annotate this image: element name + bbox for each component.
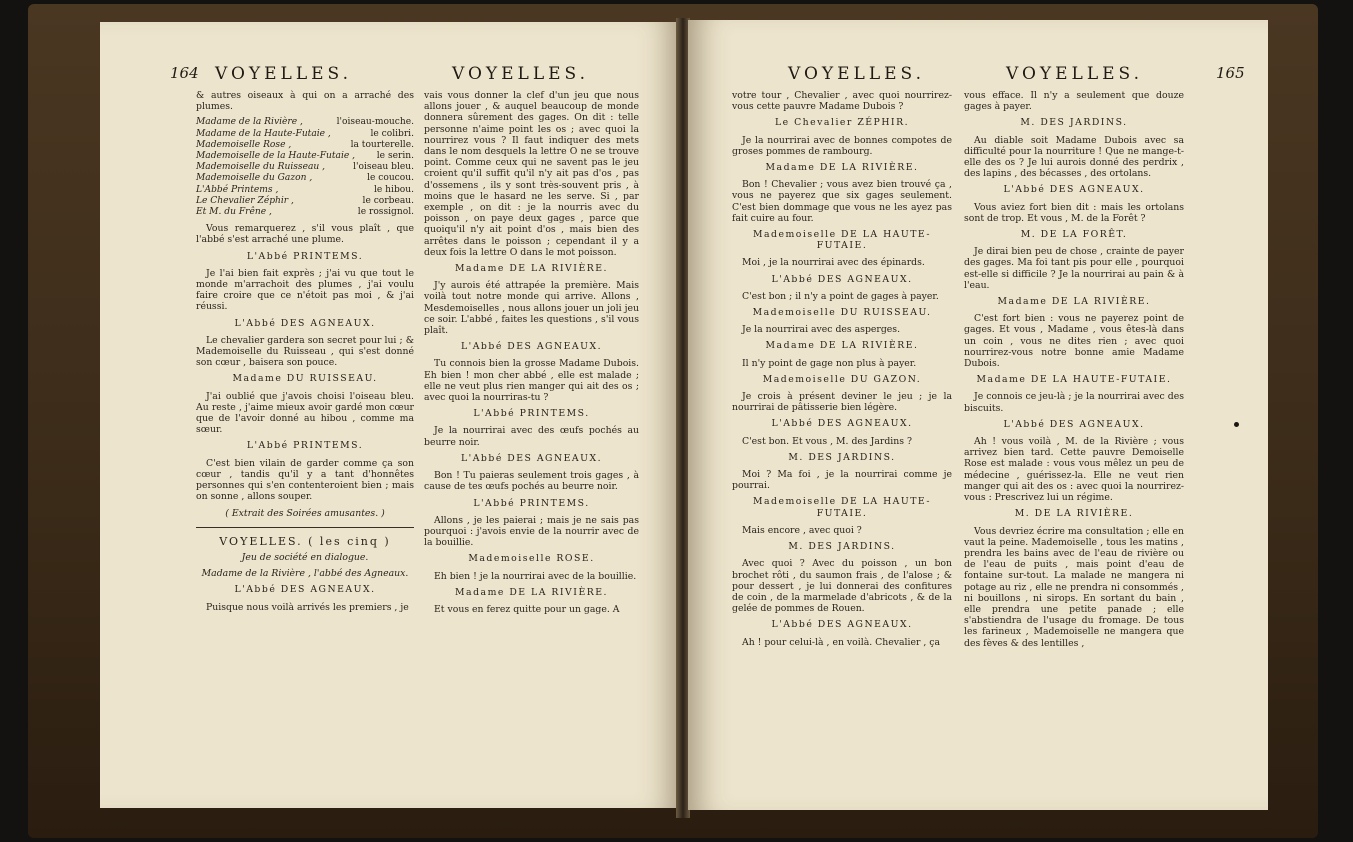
paragraph: Vous remarquerez , s'il vous plaît , que l'abbé s'est arraché une plume. bbox=[196, 223, 414, 246]
paragraph: Je la nourrirai avec de bonnes compotes de groses pommes de rambourg. bbox=[732, 134, 952, 157]
paragraph: Bon ! Tu paieras seulement trois gages , à cause de tes œufs pochés au beurre noir. bbox=[424, 470, 639, 493]
paragraph: Moi , je la nourrirai avec des épinards. bbox=[742, 257, 925, 269]
paragraph: Je la nourrirai avec des asperges. bbox=[742, 324, 901, 336]
paragraph: Mais encore , avec quoi ? bbox=[742, 524, 862, 536]
right-page bbox=[688, 20, 1268, 810]
speaker: L'Abbé PRINTEMS. bbox=[246, 250, 364, 262]
speaker: Mademoiselle DE LA HAUTE-FUTAIE. bbox=[752, 229, 932, 252]
section-cast: Madame de la Rivière , l'abbé des Agneaux. bbox=[201, 568, 409, 580]
running-head-left-col: VOYELLES. bbox=[788, 64, 925, 84]
speaker: L'Abbé DES AGNEAUX. bbox=[771, 619, 913, 631]
speaker: M. DES JARDINS. bbox=[788, 451, 896, 463]
paragraph: vais vous donner la clef d'un jeu que nous allons jouer , & auquel beaucoup de monde donnera sûrement des gages. On dit : telle personne n'aime point les os ; avec quoi la nourrirez vous ? Il faut indiquer des mets dans le nom desquels la lettre O ne se trouve point. Comme ceux qui ne savent pas le jeu croient qu'il suffit qu'il n'y ait pas d'os , pas d'ossemens , ils y sont très-souvent pris , à moins que le hasard ne les serve. Si , par exemple , on dit : je la nourris avec du poisson , on paye deux gages , parce que quoiqu'il n'y ait point d'os , mais bien des arrêtes dans le poisson ; cependant il y a deux fois la lettre O dans le mot poisson. bbox=[424, 90, 639, 258]
paragraph: C'est fort bien : vous ne payerez point de gages. Et vous , Madame , vous êtes-là dans un coin , vous ne dites rien ; avec quoi nourrirez-vous notre bonne amie Madame Dubois. bbox=[964, 313, 1184, 370]
speaker: L'Abbé DES AGNEAUX. bbox=[234, 584, 376, 596]
speaker: L'Abbé DES AGNEAUX. bbox=[460, 452, 603, 464]
paragraph: Il n'y point de gage non plus à payer. bbox=[742, 357, 917, 369]
speaker: M. DES JARDINS. bbox=[788, 541, 896, 553]
paragraph: Au diable soit Madame Dubois avec sa difficulté pour la nourriture ! Que ne mange-t-elle des os ? Je lui aurois donné des perdrix , des lapins , des bécasses , des ortolans. bbox=[964, 134, 1184, 180]
paragraph: & autres oiseaux à qui on a arraché des plumes. bbox=[196, 90, 414, 113]
speaker: M. DE LA FORÊT. bbox=[1020, 229, 1128, 241]
paragraph: Moi ? Ma foi , je la nourrirai comme je pourrai. bbox=[732, 469, 952, 492]
paragraph: Je crois à présent deviner le jeu ; je la nourrirai de pâtisserie bien légère. bbox=[732, 391, 952, 414]
paragraph: Vous aviez fort bien dit : mais les ortolans sont de trop. Et vous , M. de la Forêt ? bbox=[964, 201, 1184, 224]
paragraph: J'y aurois été attrapée la première. Mais voilà tout notre monde qui arrive. Allons , Mesdemoiselles , nous allons jouer un joli jeu ce soir. L'abbé , faites les questions , s'il vous plaît. bbox=[424, 280, 639, 337]
paragraph: Je l'ai bien fait exprès ; j'ai vu que tout le monde m'arrachoit des plumes , j'ai voulu faire croire que ce n'étoit pas moi , & j'ai réussi. bbox=[196, 267, 414, 313]
left-page-column-2 bbox=[424, 90, 639, 620]
speaker: Mademoiselle DU GAZON. bbox=[762, 373, 922, 385]
paragraph: Je dirai bien peu de chose , crainte de payer des gages. Ma foi tant pis pour elle , pourquoi est-elle si difficile ? Je la nourrirai au pain & à l'eau. bbox=[964, 246, 1184, 291]
paragraph: Et vous en ferez quitte pour un gage. A bbox=[434, 603, 620, 615]
left-page bbox=[100, 22, 680, 808]
speaker: Madame DE LA HAUTE-FUTAIE. bbox=[976, 374, 1172, 386]
paragraph: Vous devriez écrire ma consultation ; elle en vaut la peine. Mademoiselle , tous les matins , prendra les bains avec de l'eau de rivière ou de l'eau de puits , mais point d'eau de fontaine sur-tout. La malade ne mangera ni potage au riz , elle ne prendra ni consommés , ni bouillons , ni sirops. En sortant du bain , elle prendra une petite panade ; elle s'abstiendra de l'usage du fromage. De tous les farineux , Mademoiselle ne mangera que des fèves & des lentilles , bbox=[964, 525, 1184, 649]
cast-row: Mademoiselle Rose , la tourterelle. bbox=[196, 139, 414, 150]
ink-spot bbox=[1234, 422, 1239, 427]
speaker: L'Abbé PRINTEMS. bbox=[246, 440, 364, 452]
cast-row: Mademoiselle du Ruisseau , l'oiseau bleu. bbox=[196, 162, 414, 173]
paragraph: Eh bien ! je la nourrirai avec de la bouillie. bbox=[434, 570, 637, 582]
speaker: Mademoiselle DU RUISSEAU. bbox=[752, 307, 932, 319]
speaker: L'Abbé DES AGNEAUX. bbox=[771, 273, 913, 285]
cast-row: Mademoiselle de la Haute-Futaie , le serin. bbox=[196, 151, 414, 162]
source-citation: ( Extrait des Soirées amusantes. ) bbox=[225, 507, 385, 519]
speaker: Madame DE LA RIVIÈRE. bbox=[997, 296, 1151, 308]
speaker: Mademoiselle ROSE. bbox=[468, 553, 595, 565]
paragraph: Allons , je les paierai ; mais je ne sais pas pourquoi : j'avois envie de la nourrir avec de la bouillie. bbox=[424, 514, 639, 549]
section-divider bbox=[196, 527, 414, 528]
paragraph: Ah ! pour celui-là , en voilà. Chevalier , ça bbox=[742, 636, 941, 648]
paragraph: C'est bien vilain de garder comme ça son cœur , tandis qu'il y a tant d'honnêtes personnes qui s'en contenteroient bien ; mais on sonne , allons souper. bbox=[196, 457, 414, 503]
paragraph: Ah ! vous voilà , M. de la Rivière ; vous arrivez bien tard. Cette pauvre Demoiselle Rose est malade : vous vous mêlez un peu de médecine , guérissez-la. Elle ne veut rien manger qui ait des os : avec quoi la nourrirez-vous : Prescrivez lui un régime. bbox=[964, 436, 1184, 504]
section-title: VOYELLES. ( les cinq ) bbox=[219, 534, 391, 548]
page-number-left: 164 bbox=[170, 64, 199, 82]
paragraph: vous efface. Il n'y a seulement que douze gages à payer. bbox=[964, 90, 1184, 113]
speaker: L'Abbé DES AGNEAUX. bbox=[1003, 418, 1145, 430]
cast-row: Et M. du Frêne , le rossignol. bbox=[196, 207, 414, 218]
speaker: M. DE LA RIVIÈRE. bbox=[1014, 508, 1134, 520]
speaker: L'Abbé PRINTEMS. bbox=[473, 408, 590, 420]
speaker: L'Abbé PRINTEMS. bbox=[473, 497, 590, 509]
paragraph: Je connois ce jeu-là ; je la nourrirai avec des biscuits. bbox=[964, 391, 1184, 414]
paragraph: C'est bon ; il n'y a point de gages à payer. bbox=[742, 290, 939, 302]
running-head-right-col: VOYELLES. bbox=[452, 64, 589, 84]
paragraph: Tu connois bien la grosse Madame Dubois. Eh bien ! mon cher abbé , elle est malade ; elle ne veut plus rien manger qui ait des os ; avec quoi la nourriras-tu ? bbox=[424, 358, 639, 404]
speaker: L'Abbé DES AGNEAUX. bbox=[460, 341, 603, 353]
cast-row: Mademoiselle du Gazon , le coucou. bbox=[196, 173, 414, 184]
speaker: L'Abbé DES AGNEAUX. bbox=[771, 418, 913, 430]
speaker: Madame DU RUISSEAU. bbox=[232, 373, 378, 385]
paragraph: C'est bon. Et vous , M. des Jardins ? bbox=[742, 435, 912, 447]
cast-row: Le Chevalier Zéphir , le corbeau. bbox=[196, 195, 414, 206]
cast-row: Madame de la Haute-Futaie , le colibri. bbox=[196, 128, 414, 139]
right-page-column-2 bbox=[964, 90, 1184, 654]
speaker: Le Chevalier ZÉPHIR. bbox=[774, 117, 910, 129]
running-head-right-col: VOYELLES. bbox=[1006, 64, 1143, 84]
paragraph: Je la nourrirai avec des œufs pochés au beurre noir. bbox=[424, 425, 639, 448]
section-subtitle: Jeu de société en dialogue. bbox=[241, 551, 369, 563]
paragraph: votre tour , Chevalier , avec quoi nourrirez-vous cette pauvre Madame Dubois ? bbox=[732, 90, 952, 113]
cast-row: L'Abbé Printems , le hibou. bbox=[196, 184, 414, 195]
cast-list bbox=[196, 117, 414, 218]
paragraph: J'ai oublié que j'avois choisi l'oiseau bleu. Au reste , j'aime mieux avoir gardé mon cœur que de l'avoir donné au hibou , comme ma sœur. bbox=[196, 390, 414, 436]
right-page-column-1 bbox=[732, 90, 952, 653]
speaker: M. DES JARDINS. bbox=[1020, 117, 1128, 129]
paragraph: Bon ! Chevalier ; vous avez bien trouvé ça , vous ne payerez que six gages seulement. C'est bien dommage que vous ne les ayez pas fait cuire au four. bbox=[732, 179, 952, 224]
speaker: Madame DE LA RIVIÈRE. bbox=[455, 263, 608, 275]
left-page-column-1 bbox=[196, 90, 414, 618]
speaker: L'Abbé DES AGNEAUX. bbox=[1003, 184, 1145, 196]
paragraph: Puisque nous voilà arrivés les premiers , je bbox=[206, 601, 409, 613]
paragraph: Le chevalier gardera son secret pour lui ; & Mademoiselle du Ruisseau , qui s'est donné son cœur , baisera son pouce. bbox=[196, 334, 414, 369]
cast-row: Madame de la Rivière , l'oiseau-mouche. bbox=[196, 117, 414, 128]
paragraph: Avec quoi ? Avec du poisson , un bon brochet rôti , du saumon frais , de l'alose ; & pour dessert , je lui donnerai des confitures de coin , de la marmelade d'abricots , & de la gelée de pommes de Rouen. bbox=[732, 558, 952, 615]
running-head-left-col: VOYELLES. bbox=[215, 64, 352, 84]
speaker: Madame DE LA RIVIÈRE. bbox=[455, 586, 608, 598]
speaker: Mademoiselle DE LA HAUTE-FUTAIE. bbox=[752, 496, 932, 519]
speaker: Madame DE LA RIVIÈRE. bbox=[765, 340, 919, 352]
speaker: Madame DE LA RIVIÈRE. bbox=[765, 162, 919, 174]
page-number-right: 165 bbox=[1216, 64, 1245, 82]
speaker: L'Abbé DES AGNEAUX. bbox=[234, 317, 376, 329]
